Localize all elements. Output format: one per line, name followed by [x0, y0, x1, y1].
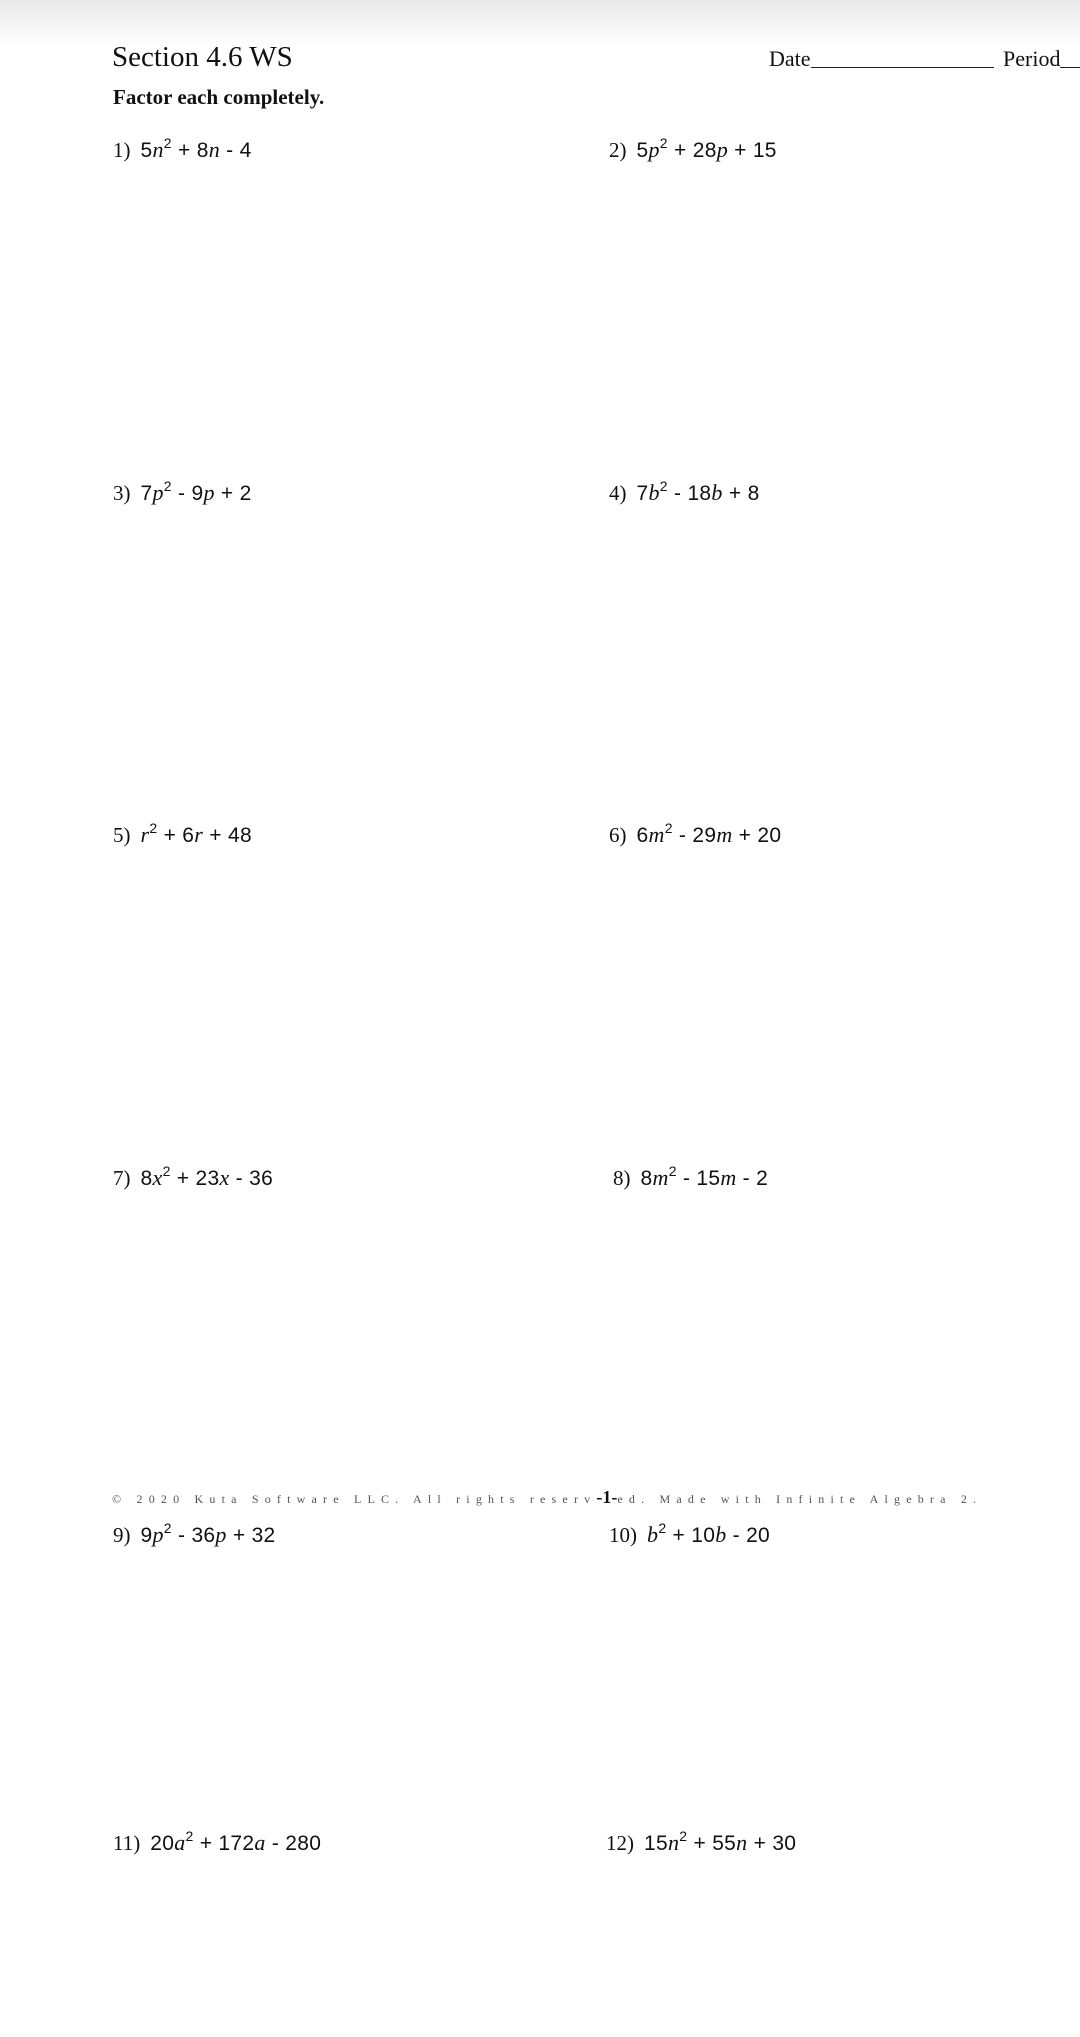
problem-number: 1): [113, 138, 131, 162]
problem-expression: $5p^2 + 28p + 15$: [636, 135, 777, 162]
problem-expression: $8m^2 - 15m - 2$: [640, 1163, 769, 1190]
problem-6: [609, 821, 781, 851]
date-label: Date: [769, 46, 811, 71]
problem-8: [613, 1164, 768, 1194]
date-blank-line: [811, 67, 994, 68]
problem-expression: $5n^2 + 8n - 4$: [140, 135, 252, 162]
problem-expression: $7p^2 - 9p + 2$: [140, 478, 252, 505]
page-number: -1-: [596, 1487, 618, 1507]
problem-number: 3): [113, 481, 131, 505]
problem-number: 2): [609, 138, 627, 162]
problem-number: 12): [606, 1831, 634, 1855]
problem-9: [113, 1521, 276, 1551]
problem-number: 7): [113, 1166, 131, 1190]
problem-expression: $15n^2 + 55n + 30$: [644, 1828, 797, 1855]
problem-1: [113, 136, 252, 166]
problem-12: [606, 1829, 796, 1859]
problem-expression: $9p^2 - 36p + 32$: [140, 1520, 276, 1547]
problem-5: [113, 821, 252, 851]
date-field: [769, 46, 994, 72]
problem-expression: $20a^2 + 172a - 280$: [150, 1828, 322, 1855]
problem-expression: $r^2 + 6r + 48$: [140, 820, 252, 847]
problem-7: [113, 1164, 273, 1194]
instructions: Factor each completely.: [113, 85, 325, 109]
period-blank-line: [1060, 67, 1080, 68]
problem-number: 4): [609, 481, 627, 505]
problem-number: 5): [113, 823, 131, 847]
problem-10: [609, 1521, 770, 1551]
problem-number: 8): [613, 1166, 631, 1190]
problem-3: [113, 479, 252, 509]
period-field: [1003, 46, 1080, 72]
problem-expression: $6m^2 - 29m + 20$: [636, 820, 782, 847]
problem-expression: $8x^2 + 23x - 36$: [140, 1163, 274, 1190]
period-label: Period: [1003, 46, 1061, 71]
problem-expression: $b^2 + 10b - 20$: [647, 1520, 771, 1547]
problem-expression: $7b^2 - 18b + 8$: [636, 478, 760, 505]
problem-number: 6): [609, 823, 627, 847]
problem-2: [609, 136, 777, 166]
problem-number: 9): [113, 1523, 131, 1547]
problem-11: [113, 1829, 321, 1859]
copyright-footer: © 2020 Kuta Software LLC. All rights reserv-1-ed. Made with Infinite Algebra 2.: [112, 1487, 983, 1507]
problem-number: 10): [609, 1523, 637, 1547]
worksheet-title: Section 4.6 WS: [112, 41, 293, 73]
problem-number: 11): [113, 1831, 141, 1855]
problem-4: [609, 479, 760, 509]
